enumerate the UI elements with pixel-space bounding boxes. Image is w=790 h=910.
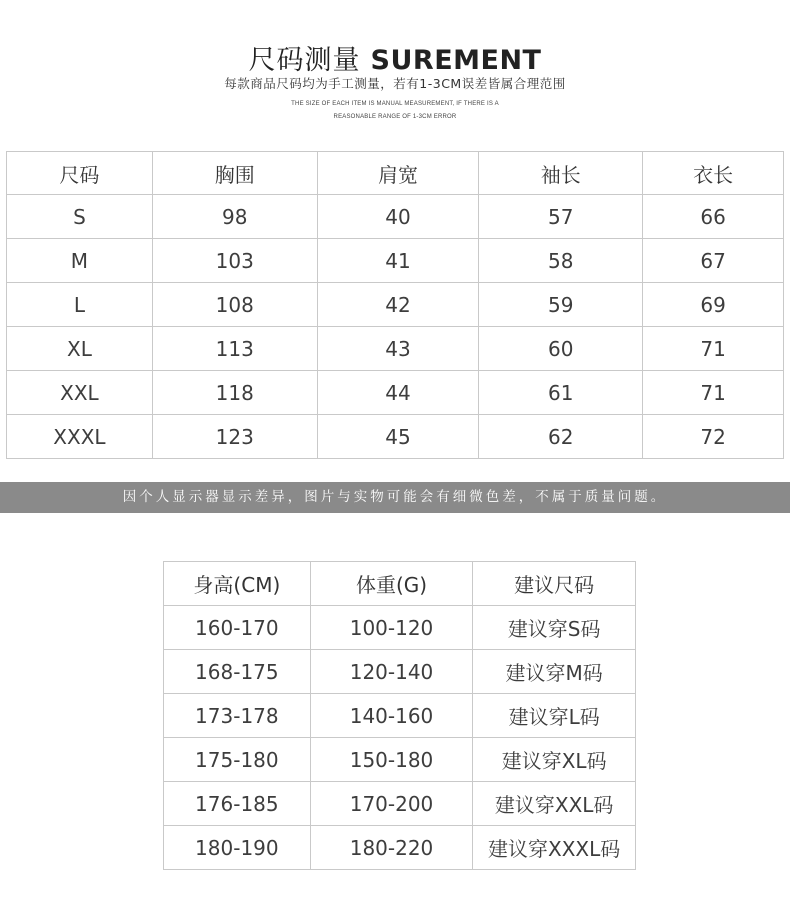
english-note-line-2: REASONABLE RANGE OF 1-3CM ERROR xyxy=(333,114,457,120)
size-table-row xyxy=(7,371,784,415)
size-table-header-cell: 肩宽 xyxy=(317,152,479,195)
recommend-table-cell: 160-170 xyxy=(164,606,311,650)
color-difference-notice: 因个人显示器显示差异，图片与实物可能会有细微色差，不属于质量问题。 xyxy=(0,482,790,513)
size-table-header-cell: 衣长 xyxy=(643,152,784,195)
size-chart-table xyxy=(6,151,784,459)
recommend-table-cell: 168-175 xyxy=(164,650,311,694)
recommend-table-cell: 建议穿XXL码 xyxy=(473,782,636,826)
title-chinese: 尺码测量 xyxy=(248,45,361,76)
recommend-table-cell: 建议穿M码 xyxy=(473,650,636,694)
recommend-table-cell: 170-200 xyxy=(310,782,473,826)
size-table-cell: 108 xyxy=(152,283,317,327)
size-table-cell: 69 xyxy=(643,283,784,327)
size-table-cell: 118 xyxy=(152,371,317,415)
recommend-table-header-cell: 身高(CM) xyxy=(164,562,311,606)
recommend-table-row xyxy=(164,738,636,782)
recommend-table-cell: 150-180 xyxy=(310,738,473,782)
subtitle: 每款商品尺码均为手工测量，若有1-3CM误差皆属合理范围 xyxy=(224,76,566,91)
size-table-header-cell: 尺码 xyxy=(7,152,153,195)
recommend-table-header-row xyxy=(164,562,636,606)
size-table-cell: S xyxy=(7,195,153,239)
recommend-table-cell: 173-178 xyxy=(164,694,311,738)
size-table-cell: 123 xyxy=(152,415,317,459)
size-table-cell: 42 xyxy=(317,283,479,327)
recommend-table-cell: 建议穿XXXL码 xyxy=(473,826,636,870)
size-table-cell: 62 xyxy=(479,415,643,459)
size-table-cell: 58 xyxy=(479,239,643,283)
recommend-table-header-cell: 体重(G) xyxy=(310,562,473,606)
size-table-cell: 98 xyxy=(152,195,317,239)
size-table-cell: XXL xyxy=(7,371,153,415)
size-table-header-cell: 胸围 xyxy=(152,152,317,195)
size-table-cell: 59 xyxy=(479,283,643,327)
size-table-row xyxy=(7,415,784,459)
size-table-row xyxy=(7,239,784,283)
english-note-line-1: THE SIZE OF EACH ITEM IS MANUAL MEASUREMENT, IF THERE IS A xyxy=(291,101,499,107)
size-table-cell: 45 xyxy=(317,415,479,459)
recommend-table-cell: 140-160 xyxy=(310,694,473,738)
size-table-cell: 44 xyxy=(317,371,479,415)
size-table-cell: L xyxy=(7,283,153,327)
size-table-cell: XL xyxy=(7,327,153,371)
size-table-header-row xyxy=(7,152,784,195)
recommend-table-row xyxy=(164,826,636,870)
page-title xyxy=(0,38,790,77)
recommend-table-row xyxy=(164,650,636,694)
size-table-cell: 71 xyxy=(643,327,784,371)
size-table-cell: 57 xyxy=(479,195,643,239)
size-table-cell: 71 xyxy=(643,371,784,415)
recommend-table-cell: 100-120 xyxy=(310,606,473,650)
recommend-table-cell: 建议穿XL码 xyxy=(473,738,636,782)
size-table-row xyxy=(7,283,784,327)
recommend-table-cell: 120-140 xyxy=(310,650,473,694)
recommend-table-row xyxy=(164,606,636,650)
size-table-cell: 43 xyxy=(317,327,479,371)
size-table-cell: XXXL xyxy=(7,415,153,459)
recommend-table-cell: 175-180 xyxy=(164,738,311,782)
recommend-table-cell: 建议穿L码 xyxy=(473,694,636,738)
size-table-cell: 66 xyxy=(643,195,784,239)
size-table-row xyxy=(7,327,784,371)
recommend-table-row xyxy=(164,782,636,826)
recommend-table-cell: 176-185 xyxy=(164,782,311,826)
size-table-row xyxy=(7,195,784,239)
title-english: SUREMENT xyxy=(370,45,542,76)
size-table-cell: 40 xyxy=(317,195,479,239)
size-table-cell: 41 xyxy=(317,239,479,283)
size-recommendation-table xyxy=(163,561,636,870)
recommend-table-header-cell: 建议尺码 xyxy=(473,562,636,606)
recommend-table-row xyxy=(164,694,636,738)
recommend-table-cell: 180-190 xyxy=(164,826,311,870)
size-table-cell: 103 xyxy=(152,239,317,283)
size-table-cell: 67 xyxy=(643,239,784,283)
recommend-table-cell: 180-220 xyxy=(310,826,473,870)
size-table-cell: 72 xyxy=(643,415,784,459)
recommend-table-cell: 建议穿S码 xyxy=(473,606,636,650)
size-table-cell: 60 xyxy=(479,327,643,371)
size-table-header-cell: 袖长 xyxy=(479,152,643,195)
size-table-cell: 61 xyxy=(479,371,643,415)
size-table-cell: M xyxy=(7,239,153,283)
size-table-cell: 113 xyxy=(152,327,317,371)
